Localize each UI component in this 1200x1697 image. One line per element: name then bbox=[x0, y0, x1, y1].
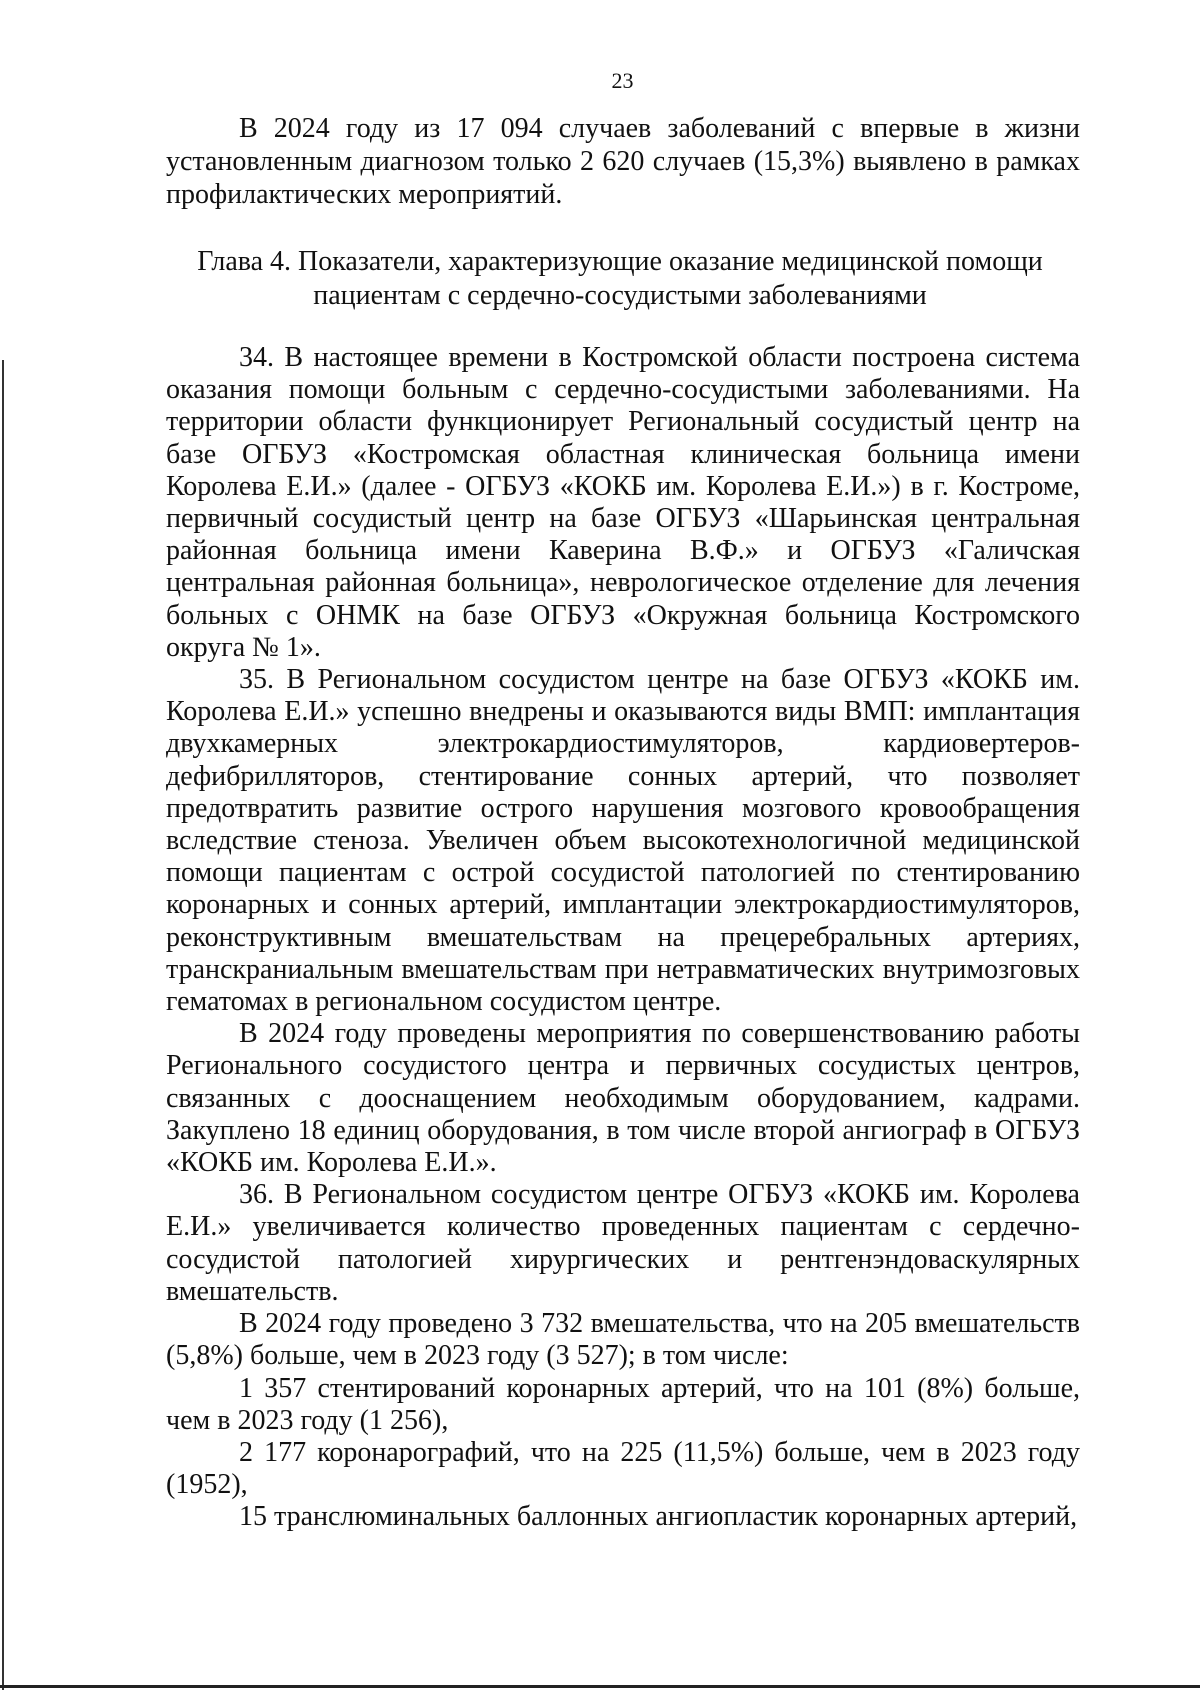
scan-bottom-edge bbox=[0, 1685, 1200, 1688]
chapter-title bbox=[160, 245, 1080, 313]
paragraph-34: 34. В настоящее времени в Костромской области построена система оказания помощи больным с сердечно-сосудистыми заболеваниями. На территории области функционирует Региональный сосудистый центр на базе ОГБУЗ «Костромская областная клиническая больница имени Королева Е.И.» (далее - ОГБУЗ «КОКБ им. Королева Е.И.») в г. Костроме, первичный сосудистый центр на базе ОГБУЗ «Шарьинская центральная районная больница имени Каверина В.Ф.» и ОГБУЗ «Галичская центральная районная больница», неврологическое отделение для лечения больных с ОНМК на базе ОГБУЗ «Окружная больница Костромского округа № 1». bbox=[166, 342, 1080, 663]
intro-section bbox=[166, 112, 1080, 211]
intro-paragraph: В 2024 году из 17 094 случаев заболеваний с впервые в жизни установленным диагнозом только 2 620 случаев (15,3%) выявлено в рамках профилактических мероприятий. bbox=[166, 113, 1080, 210]
paragraph-coronarography: 2 177 коронарографий, что на 225 (11,5%) больше, чем в 2023 году (1952), bbox=[166, 1436, 1080, 1501]
paragraph-stenting: 1 357 стентирований коронарных артерий, что на 101 (8%) больше, чем в 2023 году (1 256), bbox=[166, 1372, 1080, 1436]
paragraph-2024-improvements: В 2024 году проведены мероприятия по совершенствованию работы Регионального сосудистого центра и первичных сосудистых центров, связанных с дооснащением необходимым оборудованием, кадрами. Закуплено 18 единиц оборудования, в том числе второй ангиограф в ОГБУЗ «КОКБ им. Королева Е.И.». bbox=[166, 1018, 1080, 1179]
paragraph-35: 35. В Региональном сосудистом центре на базе ОГБУЗ «КОКБ им. Королева Е.И.» успешно внедрены и оказываются виды ВМП: имплантация двухкамерных электрокардиостимуляторов, кардиовертеров-дефибрилляторов, стентирование сонных артерий, что позволяет предотвратить развитие острого нарушения мозгового кровообращения вследствие стеноза. Увеличен объем высокотехнологичной медицинской помощи пациентам с острой сосудистой патологией по стентированию коронарных и сонных артерий, имплантации электрокардиостимуляторов, реконструктивным вмешательствам на прецеребральных артериях, транскраниальным вмешательствам при нетравматических внутримозговых гематомах в региональном сосудистом центре. bbox=[166, 664, 1080, 1018]
chapter-title-line-1: Глава 4. Показатели, характеризующие оказание медицинской помощи bbox=[197, 246, 1043, 277]
page-number: 23 bbox=[611, 68, 634, 93]
paragraph-36: 36. В Региональном сосудистом центре ОГБУЗ «КОКБ им. Королева Е.И.» увеличивается количество проведенных пациентам с сердечно-сосудистой патологией хирургических и рентгенэндоваскулярных вмешательств. bbox=[166, 1179, 1080, 1307]
paragraph-2024-interventions: В 2024 году проведено 3 732 вмешательства, что на 205 вмешательств (5,8%) больше, чем в 2023 году (3 527); в том числе: bbox=[166, 1308, 1080, 1372]
chapter-title-line-2: пациентам с сердечно-сосудистыми заболеваниями bbox=[313, 280, 927, 311]
body-section bbox=[166, 342, 1080, 1534]
scan-left-edge bbox=[2, 360, 4, 1690]
paragraph-angioplasty: 15 транслюминальных баллонных ангиопластик коронарных артерий, bbox=[239, 1501, 1078, 1533]
